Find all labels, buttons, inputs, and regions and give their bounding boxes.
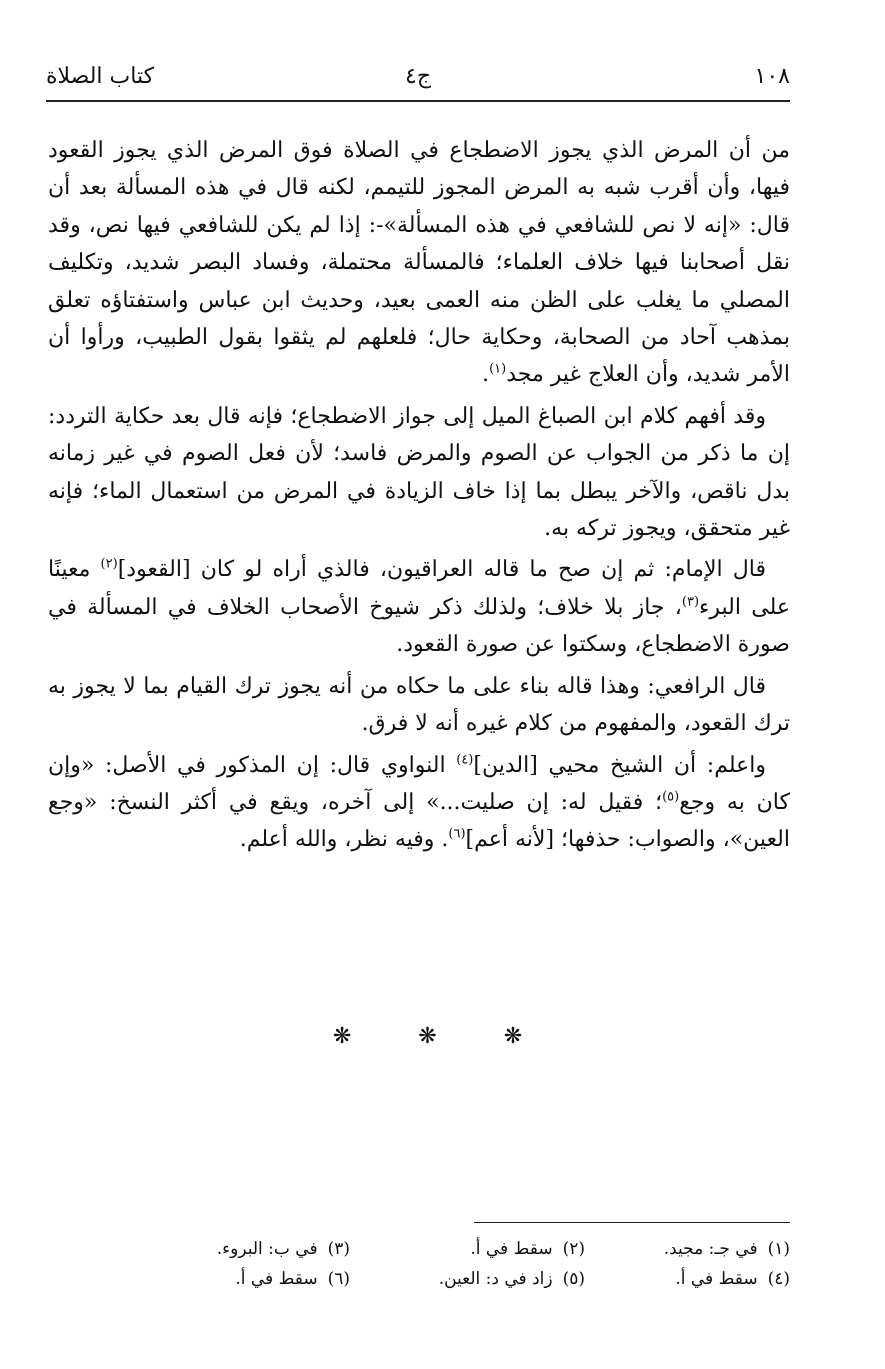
footnote-number: (٣)	[327, 1239, 350, 1259]
footnote-marker[interactable]: (٢)	[100, 557, 118, 573]
footnote-item	[675, 1264, 790, 1294]
footnotes	[140, 1234, 790, 1298]
footnote-text: في جـ: مجيد.	[663, 1239, 758, 1259]
text-run: من أن المرض الذي يجوز الاضطجاع في الصلاة فوق المرض الذي يجوز القعود فيها، وأن أقرب شبه به المرض المجوز للتيمم، لكنه قال في هذه المسألة بعد أن قال: «إنه لا نص للشافعي في هذه المسألة»-: إذا لم يكن للشافعي فيها نص، وقد نقل أصحابنا فيها خلاف العلماء؛ فالمسألة محتملة، وفساد البصر شديد، وتكليف المصلي ما يغلب على الظن منه العمى بعيد، وحديث ابن عباس واستفتاؤه تعلق بمذهب آحاد من الصحابة، وحكاية حال؛ فلعلهم لم يثقوا بقول الطبيب، ورأوا أن الأمر شديد، وأن العلاج غير مجد	[48, 138, 790, 388]
footnote-text: في ب: البروء.	[216, 1239, 318, 1259]
section-separator: ❋ ❋ ❋	[332, 1024, 553, 1049]
footnote-marker[interactable]: (٤)	[456, 752, 474, 768]
footnote-text: سقط في أ.	[235, 1269, 318, 1289]
footnote-item	[217, 1234, 350, 1264]
footnote-marker[interactable]: (٦)	[448, 826, 466, 842]
footnote-item	[470, 1234, 585, 1264]
text-run: . وفيه نظر، والله أعلم.	[239, 827, 449, 853]
text-run: ، جاز بلا خلاف؛ ولذلك ذكر شيوخ الأصحاب الخلاف في المسألة في صورة الاضطجاع، وسكتوا عن صورة القعود.	[48, 594, 790, 658]
paragraph	[48, 551, 790, 663]
footnote-number: (١)	[767, 1239, 790, 1259]
paragraph	[48, 747, 790, 859]
text-run: النواوي قال: إن المذكور في الأصل: «وإن كان به وجع	[48, 752, 790, 815]
footnote-marker[interactable]: (١)	[489, 362, 507, 378]
paragraph	[48, 132, 790, 394]
footnote-item	[439, 1264, 585, 1294]
footnote-number: (٢)	[562, 1239, 585, 1259]
footnote-text: سقط في أ.	[470, 1239, 553, 1259]
text-run: .	[482, 362, 490, 388]
text-run: واعلم: أن الشيخ محيي [الدين]	[473, 752, 766, 778]
footnote-rule	[474, 1222, 790, 1223]
text-run: ؛ فقيل له: إن صليت...» إلى آخره، ويقع في أكثر النسخ: «وجع العين»، والصواب: حذفها؛ [لأنه أعم]	[48, 789, 790, 853]
footnote-item	[664, 1234, 790, 1264]
main-text	[48, 132, 790, 863]
running-header	[46, 60, 790, 94]
footnote-text: سقط في أ.	[675, 1269, 758, 1289]
header-rule	[46, 100, 790, 102]
page-number: ١٠٨	[754, 64, 790, 89]
footnote-text: زاد في د: العين.	[438, 1269, 553, 1289]
paragraph: قال الرافعي: وهذا قاله بناء على ما حكاه من أنه يجوز ترك القيام بما لا يجوز به ترك القعود، والمفهوم من كلام غيره أنه لا فرق.	[48, 673, 790, 737]
footnote-marker[interactable]: (٥)	[662, 789, 680, 805]
footnote-marker[interactable]: (٣)	[681, 594, 700, 610]
volume-label: ج٤	[404, 64, 432, 89]
footnote-item	[235, 1264, 350, 1294]
paragraph: وقد أفهم كلام ابن الصباغ الميل إلى جواز الاضطجاع؛ فإنه قال بعد حكاية التردد: إن ما ذكر من الجواب عن الصوم والمرض فاسد؛ لأن فعل الصوم في غير زمانه بدل ناقص، والآخر يبطل بما إذا خاف الزيادة في المرض من استعمال الماء؛ فإنه غير متحقق، ويجوز تركه به.	[48, 403, 791, 542]
text-run: معينًا على البرء	[48, 557, 790, 620]
footnote-number: (٦)	[327, 1269, 350, 1289]
book-title: كتاب الصلاة	[46, 64, 155, 89]
text-run: قال الإمام: ثم إن صح ما قاله العراقيون، فالذي أراه لو كان [القعود]	[117, 557, 766, 583]
footnote-number: (٤)	[767, 1269, 790, 1289]
footnote-number: (٥)	[562, 1269, 585, 1289]
